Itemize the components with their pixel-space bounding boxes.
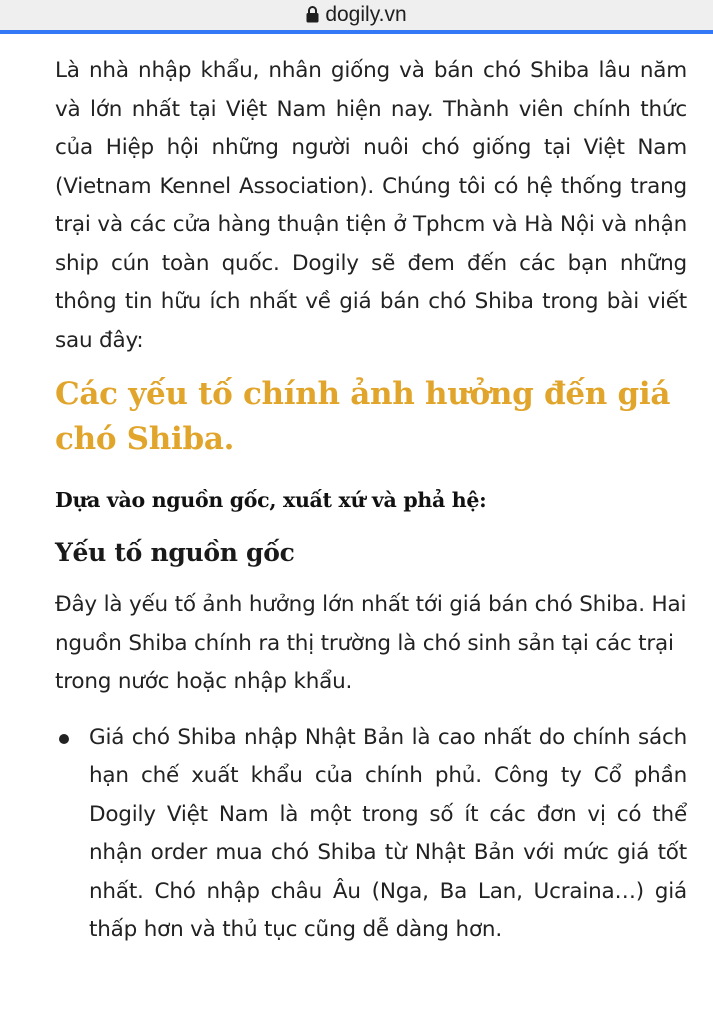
page-load-progress-bar <box>0 30 713 34</box>
article-content <box>55 36 687 950</box>
browser-url-bar[interactable] <box>0 0 713 30</box>
list-item <box>55 719 687 950</box>
bullet-dot-icon <box>59 734 69 744</box>
intro-paragraph: Là nhà nhập khẩu, nhân giống và bán chó Shiba lâu năm và lớn nhất tại Việt Nam hiện nay. Thành viên chính thức của Hiệp hội những người nuôi chó giống tại Việt Nam (Vietnam Kennel Association). Chúng tôi có hệ thống trang trại và các cửa hàng thuận tiện ở Tphcm và Hà Nội và nhận ship cún toàn quốc. Dogily sẽ đem đến các bạn những thông tin hữu ích nhất về giá bán chó Shiba trong bài viết sau đây: <box>55 58 687 353</box>
subsection-heading: Yếu tố nguồn gốc <box>55 538 295 567</box>
lock-icon <box>306 6 319 23</box>
bullet-list <box>55 719 687 950</box>
subsection-paragraph: Đây là yếu tố ảnh hưởng lớn nhất tới giá bán chó Shiba. Hai nguồn Shiba chính ra thị trường là chó sinh sản tại các trại trong nước hoặc nhập khẩu. <box>55 592 687 694</box>
url-text: dogily.vn <box>325 3 407 26</box>
subheading: Dựa vào nguồn gốc, xuất xứ và phả hệ: <box>55 488 487 512</box>
section-heading: Các yếu tố chính ảnh hưởng đến giá chó Shiba. <box>55 376 671 457</box>
list-item-text: Giá chó Shiba nhập Nhật Bản là cao nhất do chính sách hạn chế xuất khẩu của chính phủ. Công ty Cổ phần Dogily Việt Nam là một trong số ít các đơn vị có thể nhận order mua chó Shiba từ Nhật Bản với mức giá tốt nhất. Chó nhập châu Âu (Nga, Ba Lan, Ucraina…) giá thấp hơn và thủ tục cũng dễ dàng hơn. <box>89 724 687 942</box>
